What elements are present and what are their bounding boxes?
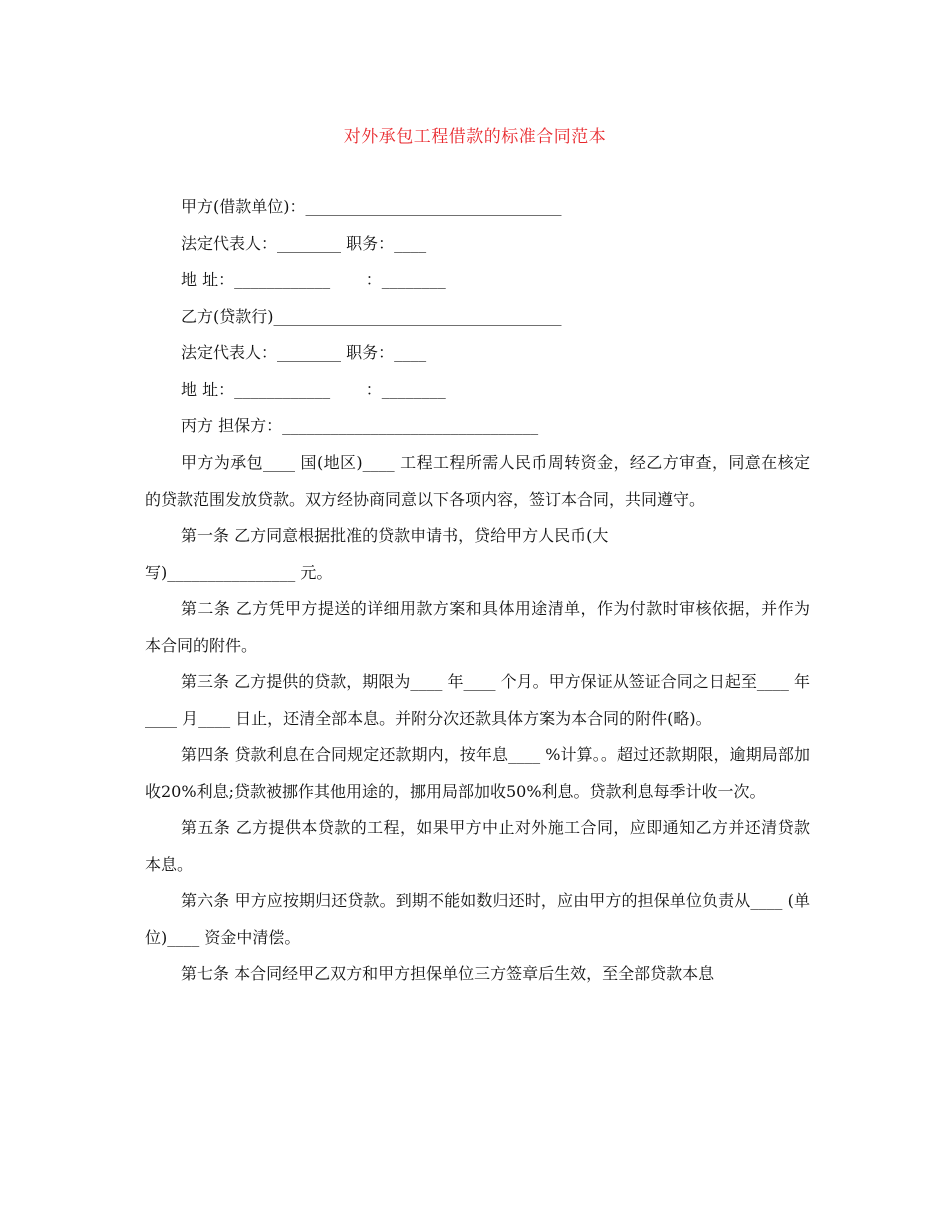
article-7-paragraph: 第七条 本合同经甲乙双方和甲方担保单位三方签章后生效，至全部贷款本息 (181, 964, 715, 983)
party-c-guarantor-line: 丙方 担保方：________________________________ (181, 416, 539, 435)
article-2-paragraph: 第二条 乙方凭甲方提送的详细用款方案和具体用途清单，作为付款时审核依据，并作为本合同的附件。 (145, 599, 810, 655)
party-b-address-line: 地 址：____________ ：________ (181, 379, 446, 399)
party-b-line: 乙方(贷款行)____________________________________ (181, 306, 562, 326)
party-info-block (145, 189, 810, 445)
document-title: 对外承包工程借款的标准合同范本 (343, 127, 607, 147)
party-a-address-line: 地 址：____________ ：________ (181, 270, 446, 289)
article-1-paragraph: 第一条 乙方同意根据批准的贷款申请书，贷给甲方人民币(大 写)________________ 元。 (145, 526, 609, 582)
party-a-line: 甲方(借款单位)：________________________________ (181, 197, 562, 216)
article-4-paragraph: 第四条 贷款利息在合同规定还款期内，按年息____ %计算。。超过还款期限，逾期局部加收20%利息;贷款被挪作其他用途的，挪用局部加收50%利息。贷款利息每季计收一次。 (145, 745, 810, 801)
article-5-paragraph: 第五条 乙方提供本贷款的工程，如果甲方中止对外施工合同，应即通知乙方并还清贷款本息。 (145, 818, 810, 874)
contract-body (145, 445, 810, 993)
article-3-paragraph: 第三条 乙方提供的贷款，期限为____ 年____ 个月。甲方保证从签证合同之日起至____ 年____ 月____ 日止，还清全部本息。并附分次还款具体方案为本合同的附件(略)。 (145, 672, 810, 728)
party-b-representative-line: 法定代表人：________ 职务：____ (181, 343, 427, 362)
party-a-representative-line: 法定代表人：________ 职务：____ (181, 233, 427, 253)
article-6-paragraph: 第六条 甲方应按期归还贷款。到期不能如数归还时，应由甲方的担保单位负责从____ (单位)____ 资金中清偿。 (145, 891, 810, 947)
intro-paragraph: 甲方为承包____ 国(地区)____ 工程工程所需人民币周转资金，经乙方审查，同意在核定的贷款范围发放贷款。双方经协商同意以下各项内容，签订本合同，共同遵守。 (145, 453, 810, 509)
